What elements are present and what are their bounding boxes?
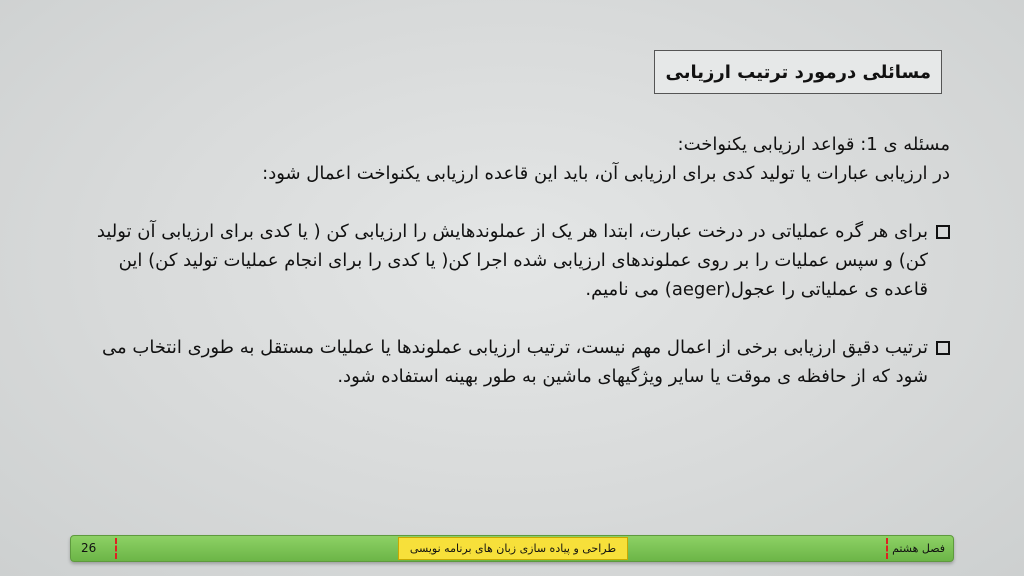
slide-footer bbox=[70, 535, 954, 562]
slide-title bbox=[654, 50, 942, 94]
slide-content bbox=[80, 130, 950, 391]
bullet-item bbox=[80, 333, 950, 391]
checkbox-icon bbox=[936, 341, 950, 355]
chapter-label: فصل هشتم bbox=[892, 542, 945, 555]
problem-description: در ارزیابی عبارات یا تولید کدی برای ارزیابی آن، باید این قاعده ارزیابی یکنواخت اعمال شود: bbox=[262, 163, 950, 184]
footer-divider bbox=[886, 538, 888, 559]
bullet-text: ترتیب دقیق ارزیابی برخی از اعمال مهم نیست، ترتیب ارزیابی عملوندها یا عملیات مستقل به طوری انتخاب می شود که از حافظه ی موقت یا سایر ویژگیهای ماشین به طور بهینه استفاده شود. bbox=[102, 337, 928, 387]
footer-divider bbox=[115, 538, 117, 559]
book-title: طراحی و پیاده سازی زبان های برنامه نویسی bbox=[409, 542, 617, 555]
page-number: 26 bbox=[81, 541, 97, 555]
checkbox-icon bbox=[936, 225, 950, 239]
slide-title-text: مسائلی درمورد ترتیب ارزیابی bbox=[665, 61, 931, 83]
book-title-box bbox=[398, 537, 628, 560]
bullet-item bbox=[80, 217, 950, 304]
bullet-text: برای هر گره عملیاتی در درخت عبارت، ابتدا هر یک از عملوندهایش را ارزیابی کن ( یا کدی برای ارزیابی آن تولید کن) و سپس عملیات را بر روی عملوندهای ارزیابی شده اجرا کن( یا کدی را برای انجام عملیات تولید کن) این قاعده ی عملیاتی را عجول(aeger) می نامیم. bbox=[96, 221, 928, 300]
problem-heading: مسئله ی 1: قواعد ارزیابی یکنواخت: bbox=[677, 134, 950, 155]
